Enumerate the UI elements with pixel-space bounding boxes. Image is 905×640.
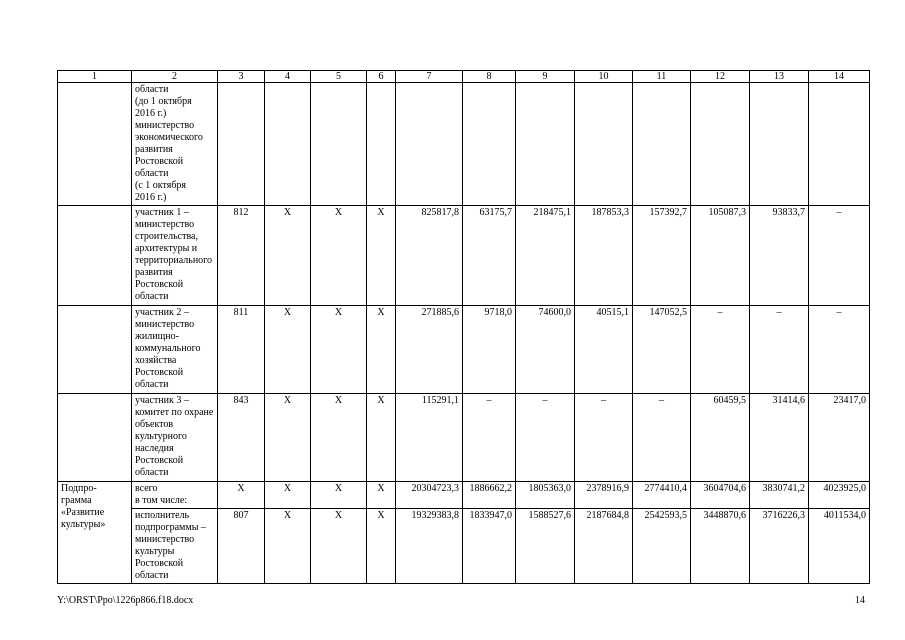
value-cell: 3716226,3 xyxy=(750,509,809,584)
value-cell: 63175,7 xyxy=(463,206,516,306)
table-row xyxy=(58,509,870,584)
col-header: 6 xyxy=(367,71,396,83)
value-cell: – xyxy=(463,394,516,482)
value-cell: Х xyxy=(218,482,265,509)
col-header: 3 xyxy=(218,71,265,83)
participant-cell: исполнитель подпрограммы – министерство культуры Ростовской области xyxy=(132,509,218,584)
value-cell: Х xyxy=(265,306,311,394)
value-cell xyxy=(633,83,691,206)
value-cell xyxy=(218,83,265,206)
value-cell xyxy=(691,83,750,206)
value-cell: 74600,0 xyxy=(516,306,575,394)
value-cell: – xyxy=(633,394,691,482)
value-cell: 843 xyxy=(218,394,265,482)
value-cell: – xyxy=(750,306,809,394)
program-cell xyxy=(58,394,132,482)
value-cell: 1886662,2 xyxy=(463,482,516,509)
value-cell xyxy=(396,83,463,206)
value-cell: 3604704,6 xyxy=(691,482,750,509)
value-cell xyxy=(516,83,575,206)
col-header: 10 xyxy=(575,71,633,83)
value-cell: 812 xyxy=(218,206,265,306)
col-header: 9 xyxy=(516,71,575,83)
value-cell: 4023925,0 xyxy=(809,482,870,509)
value-cell: 271885,6 xyxy=(396,306,463,394)
value-cell: Х xyxy=(367,394,396,482)
table-row xyxy=(58,83,870,206)
participant-cell: области (до 1 октября 2016 г.) министерство экономического развития Ростовской области (с 1 октября 2016 г.) xyxy=(132,83,218,206)
value-cell: 20304723,3 xyxy=(396,482,463,509)
value-cell: 3830741,2 xyxy=(750,482,809,509)
value-cell xyxy=(265,83,311,206)
value-cell: Х xyxy=(311,306,367,394)
value-cell: Х xyxy=(265,206,311,306)
column-number-row xyxy=(58,71,870,83)
file-path: Y:\ORST\Ppo\1226p866.f18.docx xyxy=(57,595,194,606)
value-cell: 3448870,6 xyxy=(691,509,750,584)
col-header: 7 xyxy=(396,71,463,83)
value-cell: 2187684,8 xyxy=(575,509,633,584)
value-cell: – xyxy=(516,394,575,482)
budget-table xyxy=(57,70,870,584)
program-cell xyxy=(58,306,132,394)
value-cell: 105087,3 xyxy=(691,206,750,306)
value-cell: Х xyxy=(265,482,311,509)
value-cell xyxy=(367,83,396,206)
value-cell xyxy=(311,83,367,206)
value-cell: 115291,1 xyxy=(396,394,463,482)
value-cell xyxy=(463,83,516,206)
value-cell: Х xyxy=(367,482,396,509)
value-cell: 2774410,4 xyxy=(633,482,691,509)
value-cell: 807 xyxy=(218,509,265,584)
value-cell: 2378916,9 xyxy=(575,482,633,509)
value-cell xyxy=(750,83,809,206)
value-cell: 1588527,6 xyxy=(516,509,575,584)
table-row xyxy=(58,482,870,509)
program-cell xyxy=(58,206,132,306)
value-cell: Х xyxy=(367,306,396,394)
value-cell: Х xyxy=(311,394,367,482)
value-cell: Х xyxy=(265,509,311,584)
col-header: 11 xyxy=(633,71,691,83)
col-header: 4 xyxy=(265,71,311,83)
value-cell: 31414,6 xyxy=(750,394,809,482)
participant-cell: участник 3 – комитет по охране объектов культурного наследия Ростовской области xyxy=(132,394,218,482)
col-header: 8 xyxy=(463,71,516,83)
value-cell: 40515,1 xyxy=(575,306,633,394)
col-header: 2 xyxy=(132,71,218,83)
program-cell: Подпро- грамма «Развитие культуры» xyxy=(58,482,132,584)
value-cell xyxy=(575,83,633,206)
value-cell: Х xyxy=(265,394,311,482)
participant-cell: участник 1 – министерство строительства, архитектуры и территориального развития Ростовской области xyxy=(132,206,218,306)
value-cell: Х xyxy=(311,206,367,306)
col-header: 14 xyxy=(809,71,870,83)
value-cell: 218475,1 xyxy=(516,206,575,306)
value-cell: 19329383,8 xyxy=(396,509,463,584)
value-cell: 93833,7 xyxy=(750,206,809,306)
participant-cell: всего в том числе: xyxy=(132,482,218,509)
value-cell: 147052,5 xyxy=(633,306,691,394)
value-cell: 4011534,0 xyxy=(809,509,870,584)
col-header: 5 xyxy=(311,71,367,83)
value-cell: 157392,7 xyxy=(633,206,691,306)
value-cell: Х xyxy=(311,509,367,584)
value-cell: 811 xyxy=(218,306,265,394)
value-cell: 187853,3 xyxy=(575,206,633,306)
value-cell: 9718,0 xyxy=(463,306,516,394)
value-cell: Х xyxy=(311,482,367,509)
participant-cell: участник 2 – министерство жилищно- коммунального хозяйства Ростовской области xyxy=(132,306,218,394)
page-number: 14 xyxy=(855,595,865,606)
value-cell: 1805363,0 xyxy=(516,482,575,509)
table-row xyxy=(58,394,870,482)
col-header: 1 xyxy=(58,71,132,83)
value-cell: – xyxy=(809,306,870,394)
value-cell: 60459,5 xyxy=(691,394,750,482)
value-cell: – xyxy=(809,206,870,306)
program-cell xyxy=(58,83,132,206)
table-row xyxy=(58,206,870,306)
table-row xyxy=(58,306,870,394)
value-cell: 2542593,5 xyxy=(633,509,691,584)
value-cell: 825817,8 xyxy=(396,206,463,306)
value-cell: Х xyxy=(367,509,396,584)
col-header: 12 xyxy=(691,71,750,83)
col-header: 13 xyxy=(750,71,809,83)
value-cell xyxy=(809,83,870,206)
value-cell: 1833947,0 xyxy=(463,509,516,584)
value-cell: 23417,0 xyxy=(809,394,870,482)
value-cell: – xyxy=(575,394,633,482)
value-cell: – xyxy=(691,306,750,394)
value-cell: Х xyxy=(367,206,396,306)
